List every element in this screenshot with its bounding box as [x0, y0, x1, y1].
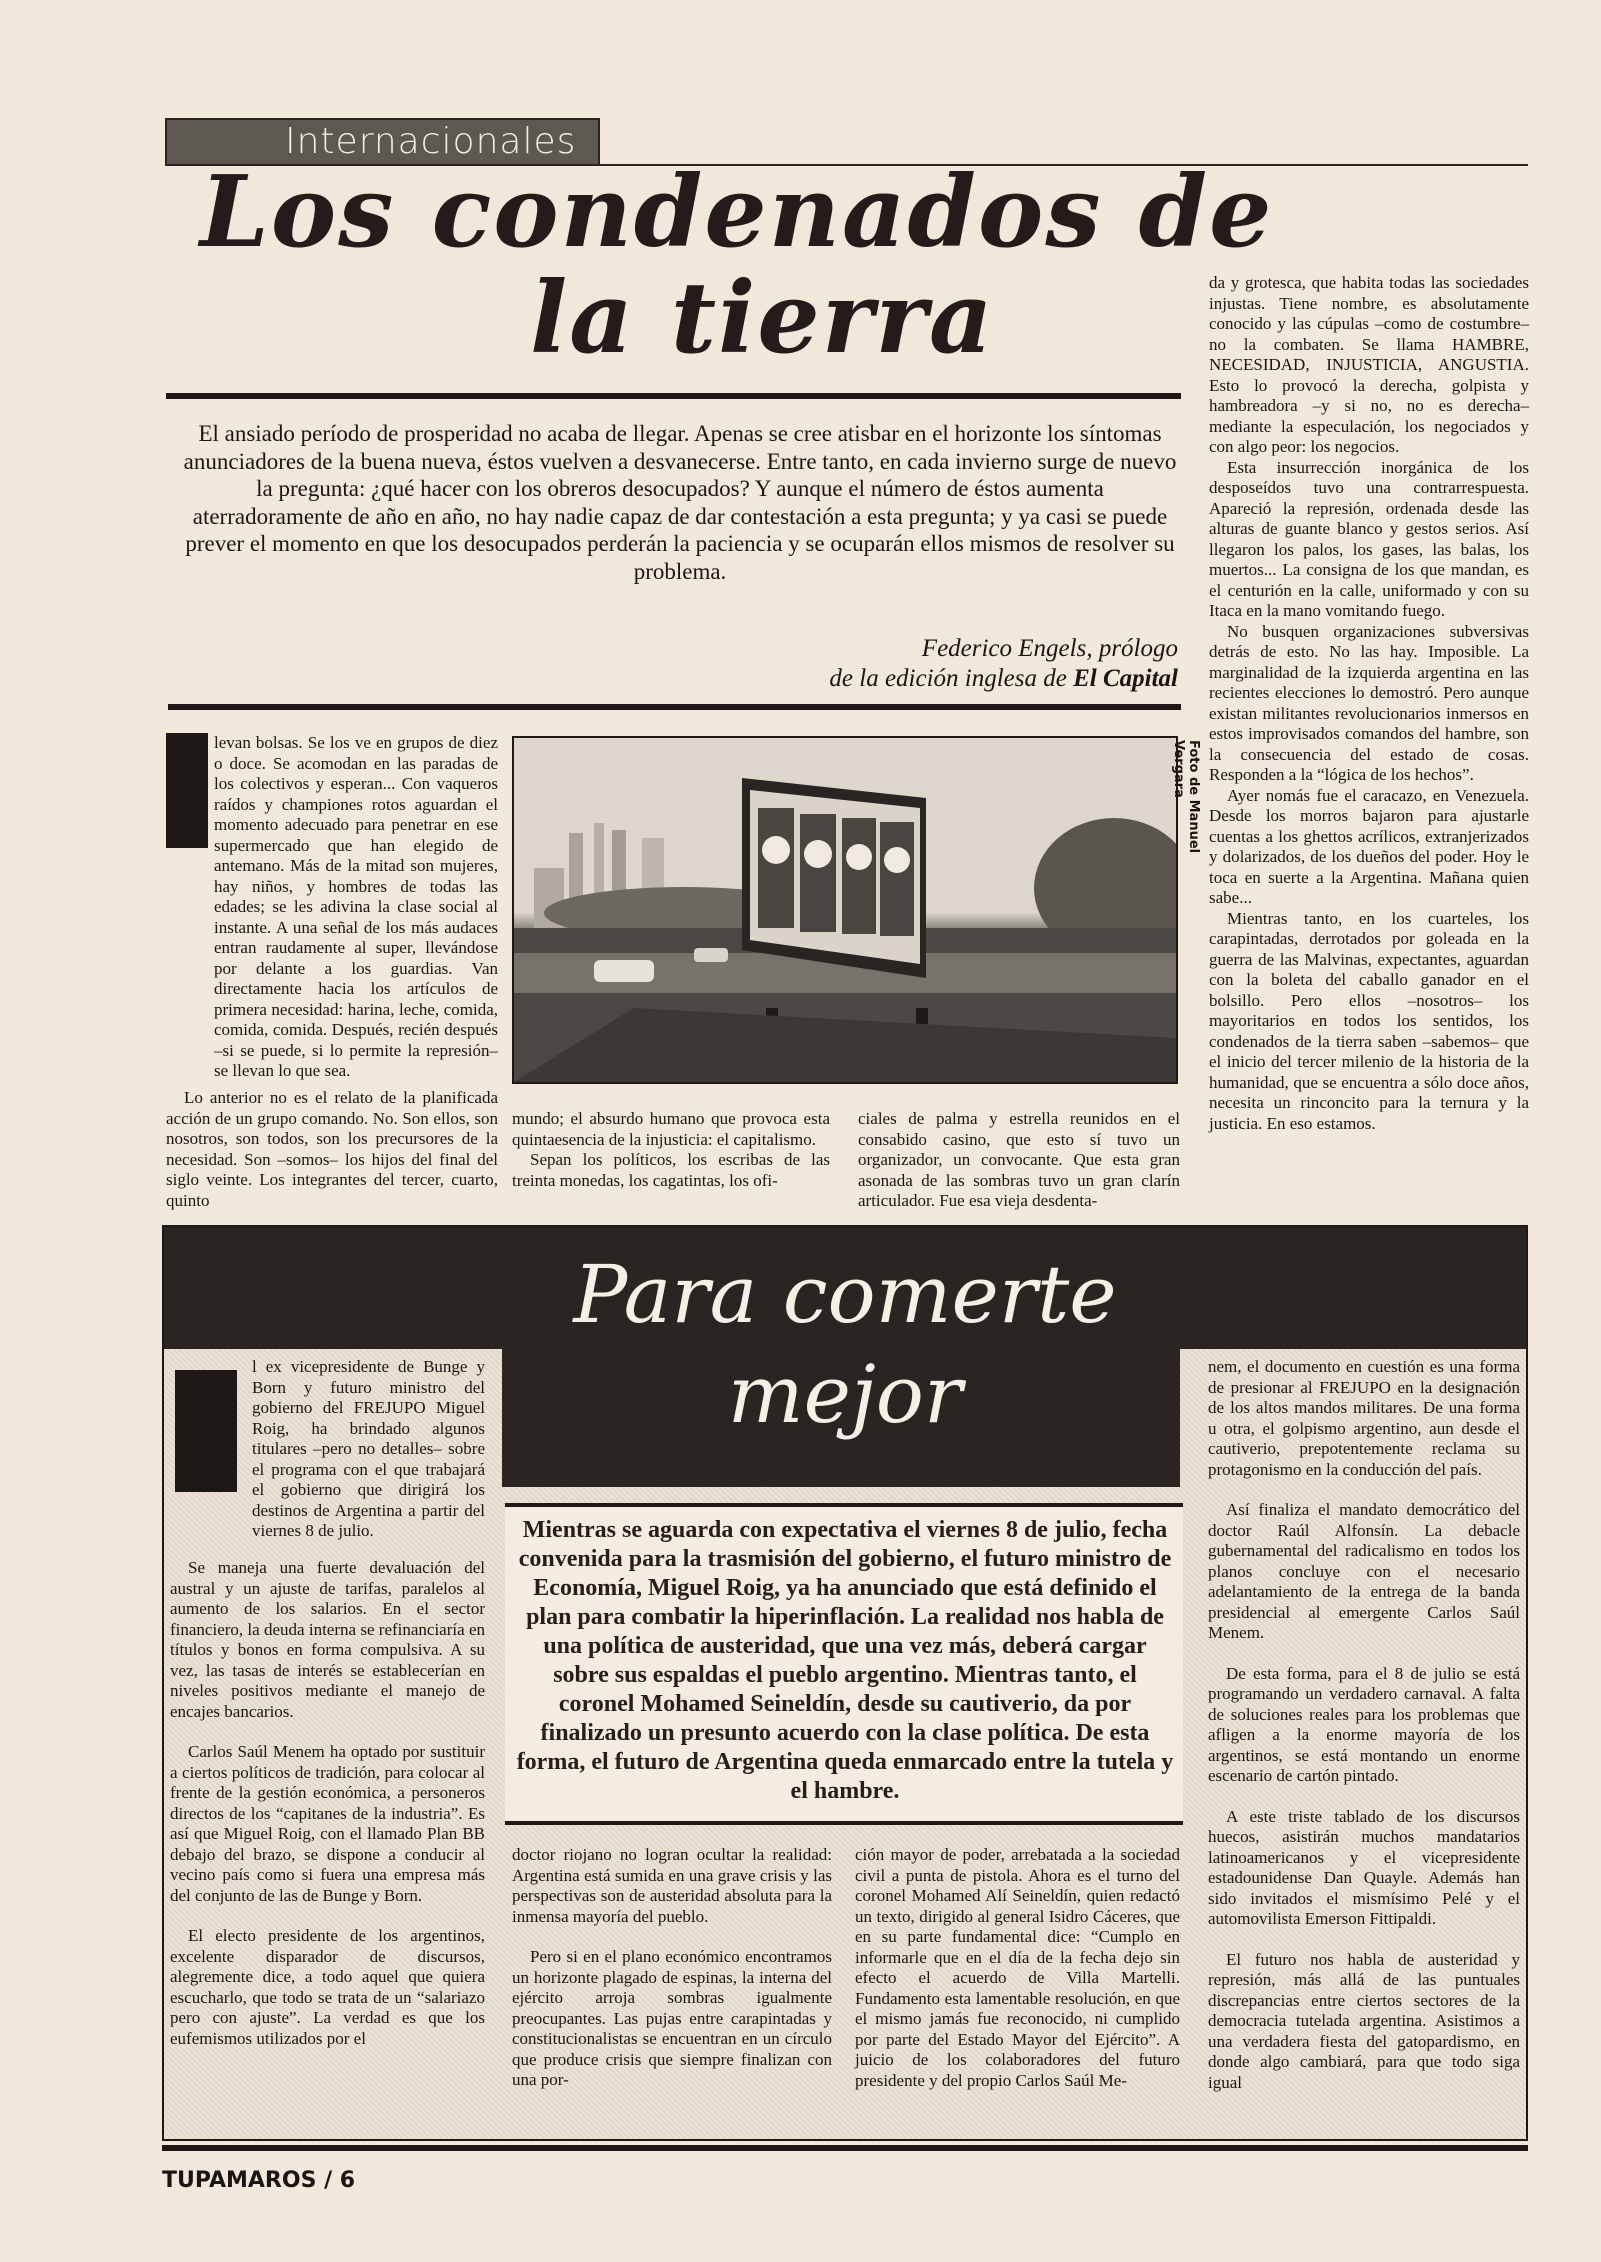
paragraph: El futuro nos habla de austeridad y represión, más allá de las puntuales discrepancias entre ciertos sectores de la democracia tutelada argentina. Asistimos a una verdadera fiesta del gatopardismo, en donde algo cambiará, para que todo siga igual — [1208, 1949, 1520, 2092]
article1-col1-b — [166, 1088, 498, 1211]
headline-1-line1: Los condenados de — [200, 155, 1274, 270]
photo-illustration — [514, 738, 1176, 1082]
paragraph: Carlos Saúl Menem ha optado por sustituir a ciertos políticos de tradición, para colocar al frente de la gestión económica, a personeros directos de los “capitanes de la industria”. Es así que Miguel Roig, con el llamado Plan BB debajo del brazo, se dispone a conducir al vecino país como si fuera una empresa más del conjunto de las de Bunge y Born. — [170, 1742, 485, 1905]
intro-quote: El ansiado período de prosperidad no acaba de llegar. Apenas se cree atisbar en el horizonte los síntomas anunciadores de la buena nueva, éstos vuelven a desvanecerse. Entre tanto, en cada invierno surge de nuevo la pregunta: ¿qué hacer con los obreros desocupados? Y aunque el número de éstos aumenta aterradoramente de año en año, no hay nadie capaz de dar contestación a esta pregunta; y ya casi se puede prever el momento en que los desocupados perderán la paciencia y se ocuparán ellos mismos de resolver su problema. — [183, 421, 1177, 584]
article2-col3 — [855, 1845, 1180, 2091]
paragraph: doctor riojano no logran ocultar la realidad: Argentina está sumida en una grave crisis y las perspectivas son de austeridad absoluta para la inmensa mayoría del pueblo. — [512, 1845, 832, 1926]
article1-col2 — [512, 1109, 830, 1191]
headline-1-line2: la tierra — [530, 261, 995, 376]
paragraph: ciales de palma y estrella reunidos en el consabido casino, que esto sí tuvo un organizador, un convocante. Que esta gran asonada de las sombras tuvo un gran clarín articulador. Fue esa vieja desdenta- — [858, 1109, 1180, 1210]
headline-2 — [510, 1245, 1180, 1445]
article2-col4 — [1208, 1357, 1520, 2093]
headline-rule — [166, 393, 1181, 399]
paragraph — [252, 1357, 485, 1542]
article2-col2 — [512, 1845, 832, 2091]
paragraph: levan bolsas. Se los ve en grupos de diez o doce. Se acomodan en las paradas de los colectivos y esperan... Con vaqueros raídos y championes rotos aguardan el momento adecuado para penetrar en ese supermercado que han elegido de antemano. Más de la mitad son mujeres, hay niños, y hombres de todas las edades; se les adivina la clase social al instante. A una señal de los más audaces entran raudamente al super, llevándose por delante a los guardias. Van directamente hacia los artículos de primera necesidad: harina, leche, comida, comida, comida. Después, recién después –si se puede, si lo permite la represión– se llevan lo que sea. — [214, 733, 498, 1080]
paragraph: nem, el documento en cuestión es una forma de presionar al FREJUPO en la designación de los altos mandos militares. De una forma u otra, el golpismo argentino, aun desde el cautiverio, prepotentemente reclama su protagonismo en la conducción del país. — [1208, 1357, 1520, 1479]
article1-col4 — [1209, 273, 1529, 1134]
article2-lede: Mientras se aguarda con expectativa el viernes 8 de julio, fecha convenida para la trasmisión del gobierno, el futuro ministro de Economía, Miguel Roig, ya ha anunciado que está definido el plan para combatir la hiperinflación. La realidad nos habla de una política de austeridad, que una vez más, deberá cargar sobre sus espaldas el pueblo argentino. Mientras tanto, el coronel Mohamed Seineldín, desde su cautiverio, da por finalizado un presunto acuerdo con la clase política. De esta forma, el futuro de Argentina queda enmarcado entre la tutela y el hambre. — [516, 1517, 1174, 1804]
article1-col1-a — [214, 733, 498, 1082]
article2-col1-b — [170, 1558, 485, 2049]
article2-col1-a — [252, 1357, 485, 1542]
headline-1 — [200, 155, 1274, 376]
paragraph: El electo presidente de los argentinos, excelente disparador de discursos, alegremente dice, a todo aquel que quiera escucharlo, que todo se trata de un “salariazo pero con ajuste”. La verdad es que los eufemismos utilizados por el — [170, 1926, 485, 2048]
paragraph: Así finaliza el mandato democrático del doctor Raúl Alfonsín. La debacle gubernamental del radicalismo en todos los planos concluye con el necesario adelantamiento de la entrega de la banda presidencial al emergente Carlos Saúl Menem. — [1208, 1500, 1520, 1642]
paragraph: Se maneja una fuerte devaluación del austral y un ajuste de tarifas, paralelos al aumento de los salarios. En el sector financiero, la deuda interna se refinanciaría en títulos y bonos en forma compulsiva. A su vez, las tasas de interés se establecerían en niveles positivos mediante el manejo de encajes bancarios. — [170, 1558, 485, 1721]
paragraph: Esta insurrección inorgánica de los desposeídos tuvo una contrarrespuesta. Apareció la represión, ordenada desde las alturas de guante blanco y gestos serios. Así llegaron los palos, los gases, las balas, los muertos... La consigna de los que mandan, es el centurión en la calle, uniformado y con su Itaca en la mano vomitando fuego. — [1209, 457, 1529, 620]
page-footer: TUPAMAROS / 6 — [162, 2168, 356, 2193]
box-bottom-rule — [162, 2145, 1528, 2151]
paragraph: Lo anterior no es el relato de la planificada acción de un grupo comando. No. Son ellos, son nosotros, son todos, son los precursores de la necesidad. Son –somos– los hijos del final del siglo veinte. Los integrantes del tercer, cuarto, quinto — [166, 1088, 498, 1210]
paragraph: De esta forma, para el 8 de julio se está programando un verdadero carnaval. A falta de soluciones reales para los problemas que afligen a la enorme mayoría de los argentinos, se está montando un enorme escenario de cartón pintado. — [1208, 1663, 1520, 1785]
photo-credit: Foto de Manuel Vergara — [1171, 740, 1201, 854]
paragraph: Sepan los políticos, los escribas de las treinta monedas, los cagatintas, los ofi- — [512, 1150, 830, 1190]
headline-2-line2: mejor — [727, 1348, 963, 1441]
billboard-photo — [512, 736, 1178, 1084]
intro-source-prefix: de la edición inglesa de — [829, 665, 1067, 692]
section-label: Internacionales — [165, 118, 600, 166]
intro-source — [640, 664, 1178, 694]
paragraph: No busquen organizaciones subversivas detrás de esto. No las hay. Imposible. La marginalidad de la izquierda argentina en las recientes elecciones lo demostró. Pero aunque existan militantes revolucionarios inmersos en estos improvisados comandos del hambre, son la consecuencia del estado de cosas. Responden a la “lógica de los hechos”. — [1209, 621, 1529, 784]
paragraph-text: l ex vicepresidente de Bunge y Born y futuro ministro del gobierno del FREJUPO Miguel Roig, ha brindado algunos titulares –pero no detalles– sobre el programa con el que trabajará el gobierno que dirigirá los destinos de Argentina a partir del viernes 8 de julio. — [252, 1357, 485, 1540]
paragraph: Ayer nomás fue el caracazo, en Venezuela. Desde los morros bajaron para ajustarle cuentas a los ghettos acrílicos, extranjerizados y dolarizados, de los dueños del poder. Hoy le toca en suerte a la Argentina. Mañana quien sabe... — [1209, 785, 1529, 907]
intro-author: Federico Engels, prólogo — [921, 635, 1178, 662]
intro-rule — [168, 704, 1181, 710]
paragraph: da y grotesca, que habita todas las sociedades injustas. Tiene nombre, es absolutamente conocido y las cúpulas –como de costumbre– no la combaten. Se llama HAMBRE, NECESIDAD, INJUSTICIA, ANGUSTIA. Esto lo provocó la derecha, golpista y hambreadora –y si no, no es derecha– mediante la especulación, los negociados y con algo peor: los negocios. — [1209, 273, 1529, 456]
paragraph: Mientras tanto, en los cuarteles, los carapintadas, derrotados por goleada en la guerra de las Malvinas, expectantes, aguardan con la boleta del caballo ganador en el bolsillo. Pero ellos –nosotros– los mayoritarios en todos los sentidos, los condenados de la tierra saben –sabemos– que el inicio del tercer milenio de la historia de la humanidad, que se encuentra a sólo doce años, necesita un rinconcito para la ternura y la justicia. En eso estamos. — [1209, 908, 1529, 1133]
dropcap-l — [166, 733, 208, 848]
paragraph: ción mayor de poder, arrebatada a la sociedad civil a punta de pistola. Ahora es el turno del coronel Mohamed Alí Seineldín, quien redactó un texto, dirigido al general Isidro Cáceres, que en su parte fundamental dice: “Cumplo en informarle que en el día de la fecha dejo sin efecto el acuerdo de Villa Martelli. Fundamento esta lamentable resolución, en que el mismo jamás fue reconocido, ni cumplido por parte del Estado Mayor del Ejército”. A juicio de los colaboradores del futuro presidente y del propio Carlos Saúl Me- — [855, 1845, 1180, 2090]
intro-source-title: El Capital — [1073, 665, 1178, 692]
intro-attribution — [640, 634, 1178, 694]
paragraph: Pero si en el plano económico encontramos un horizonte plagado de espinas, la interna del ejército arroja sombras igualmente preocupantes. Las pujas entre carapintadas y constitucionalistas se encuentran en un círculo que produce crisis que siempre finalizan con una por- — [512, 1947, 832, 2089]
paragraph: mundo; el absurdo humano que provoca esta quintaesencia de la injusticia: el capitalismo. — [512, 1109, 830, 1149]
headline-2-line1: Para comerte — [573, 1248, 1117, 1341]
dropcap-e — [175, 1370, 237, 1492]
article1-col3 — [858, 1109, 1180, 1212]
paragraph: A este triste tablado de los discursos huecos, asistirán muchos mandatarios latinoamericanos y el vicepresidente estadounidense Dan Quayle. Además han sido invitados el mismísimo Pelé y el automovilista Emerson Fittipaldi. — [1208, 1806, 1520, 1928]
